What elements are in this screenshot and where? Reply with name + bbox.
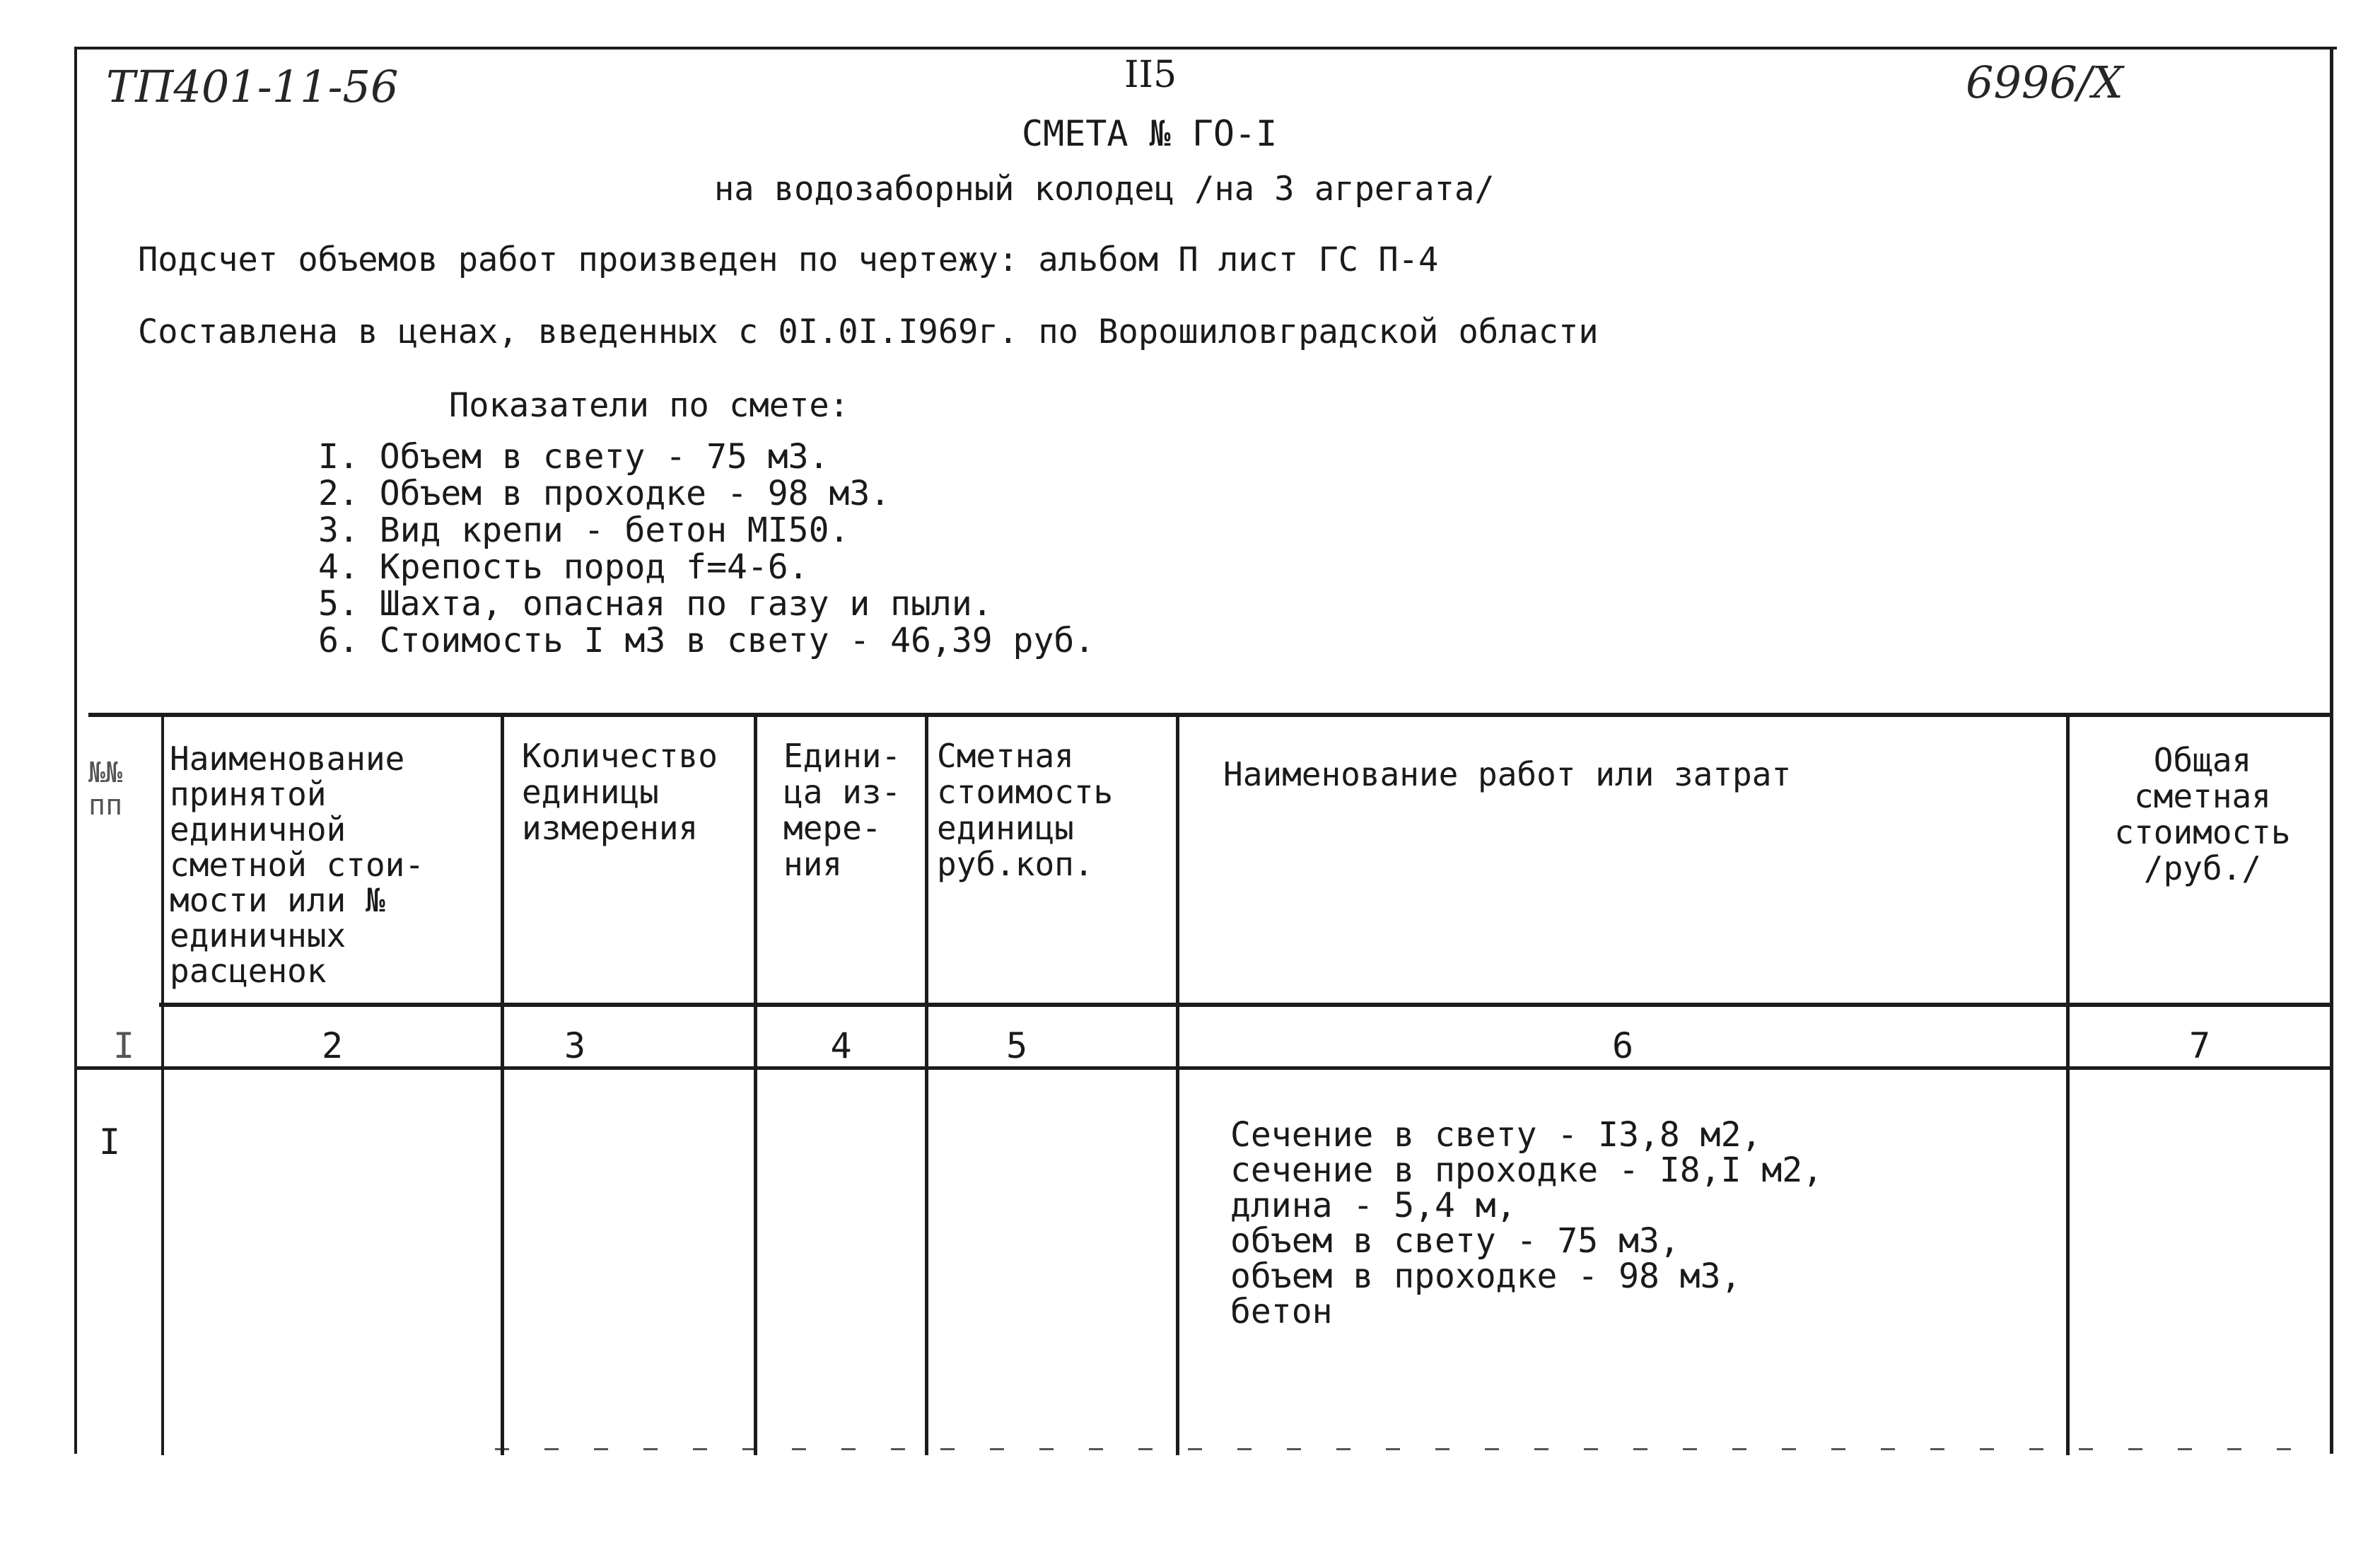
document-title: СМЕТА № ГО-I — [1022, 113, 1278, 154]
table-bottom-edge — [495, 1448, 2305, 1450]
document-subtitle: на водозаборный колодец /на 3 агрегата/ — [714, 170, 1495, 209]
indicator-item: 3. Вид крепи - бетон МI50. — [318, 511, 850, 550]
frame-top-border — [74, 47, 2337, 49]
header-unit-cost-name: Наименование принятой единичной сметной стои- мости или № единичных расценок — [170, 740, 425, 990]
column-number: 6 — [1611, 1025, 1634, 1066]
numbers-row-bottom-border — [74, 1066, 2333, 1070]
column-number: 5 — [1005, 1025, 1028, 1066]
column-divider — [2066, 713, 2070, 1455]
stamp-left: ТП401-11-56 — [106, 61, 399, 112]
column-divider — [501, 713, 504, 1455]
stamp-right: 6996/X — [1966, 57, 2123, 108]
column-divider — [161, 713, 164, 1455]
header-quantity: Количество единицы измерения — [522, 737, 718, 847]
header-unit-cost: Сметная стоимость единицы руб.коп. — [937, 737, 1114, 883]
drawing-reference: Подсчет объемов работ произведен по чертежу: альбом П лист ГС П-4 — [138, 240, 1439, 279]
row-number: I — [99, 1121, 121, 1162]
frame-right-border — [2330, 47, 2333, 1454]
indicator-item: 6. Стоимость I м3 в свету - 46,39 руб. — [318, 621, 1095, 660]
column-divider — [1176, 713, 1179, 1455]
header-work-description: Наименование работ или затрат — [1223, 755, 1792, 793]
page-number: II5 — [1124, 54, 1177, 96]
column-number: 3 — [564, 1025, 586, 1066]
row-description: Сечение в свету - I3,8 м2, сечение в проходке - I8,I м2, длина - 5,4 м, объем в свету - 75 м3, объем в проходке - 98 м3, бетон — [1230, 1115, 1824, 1331]
header-unit: Едини- ца из- мере- ния — [783, 737, 902, 883]
indicators-title: Показатели по смете: — [449, 386, 849, 425]
header-bottom-border — [159, 1003, 2333, 1007]
column-number: 7 — [2188, 1025, 2211, 1066]
column-number: I — [112, 1025, 135, 1066]
frame-left-border — [74, 47, 77, 1454]
indicator-item: I. Объем в свету - 75 м3. — [318, 437, 829, 477]
table-top-border — [88, 713, 2333, 717]
indicator-item: 2. Объем в проходке - 98 м3. — [318, 474, 891, 513]
indicator-item: 4. Крепость пород f=4-6. — [318, 547, 809, 587]
price-basis: Составлена в ценах, введенных с 0I.0I.I969г. по Ворошиловградской области — [138, 313, 1599, 351]
header-row-number: №№ пп — [88, 757, 123, 822]
indicator-item: 5. Шахта, опасная по газу и пыли. — [318, 584, 993, 624]
column-divider — [754, 713, 757, 1455]
column-number: 4 — [830, 1025, 852, 1066]
header-total-cost: Общая сметная стоимость /руб./ — [2114, 741, 2291, 887]
column-divider — [925, 713, 928, 1455]
column-number: 2 — [321, 1025, 344, 1066]
